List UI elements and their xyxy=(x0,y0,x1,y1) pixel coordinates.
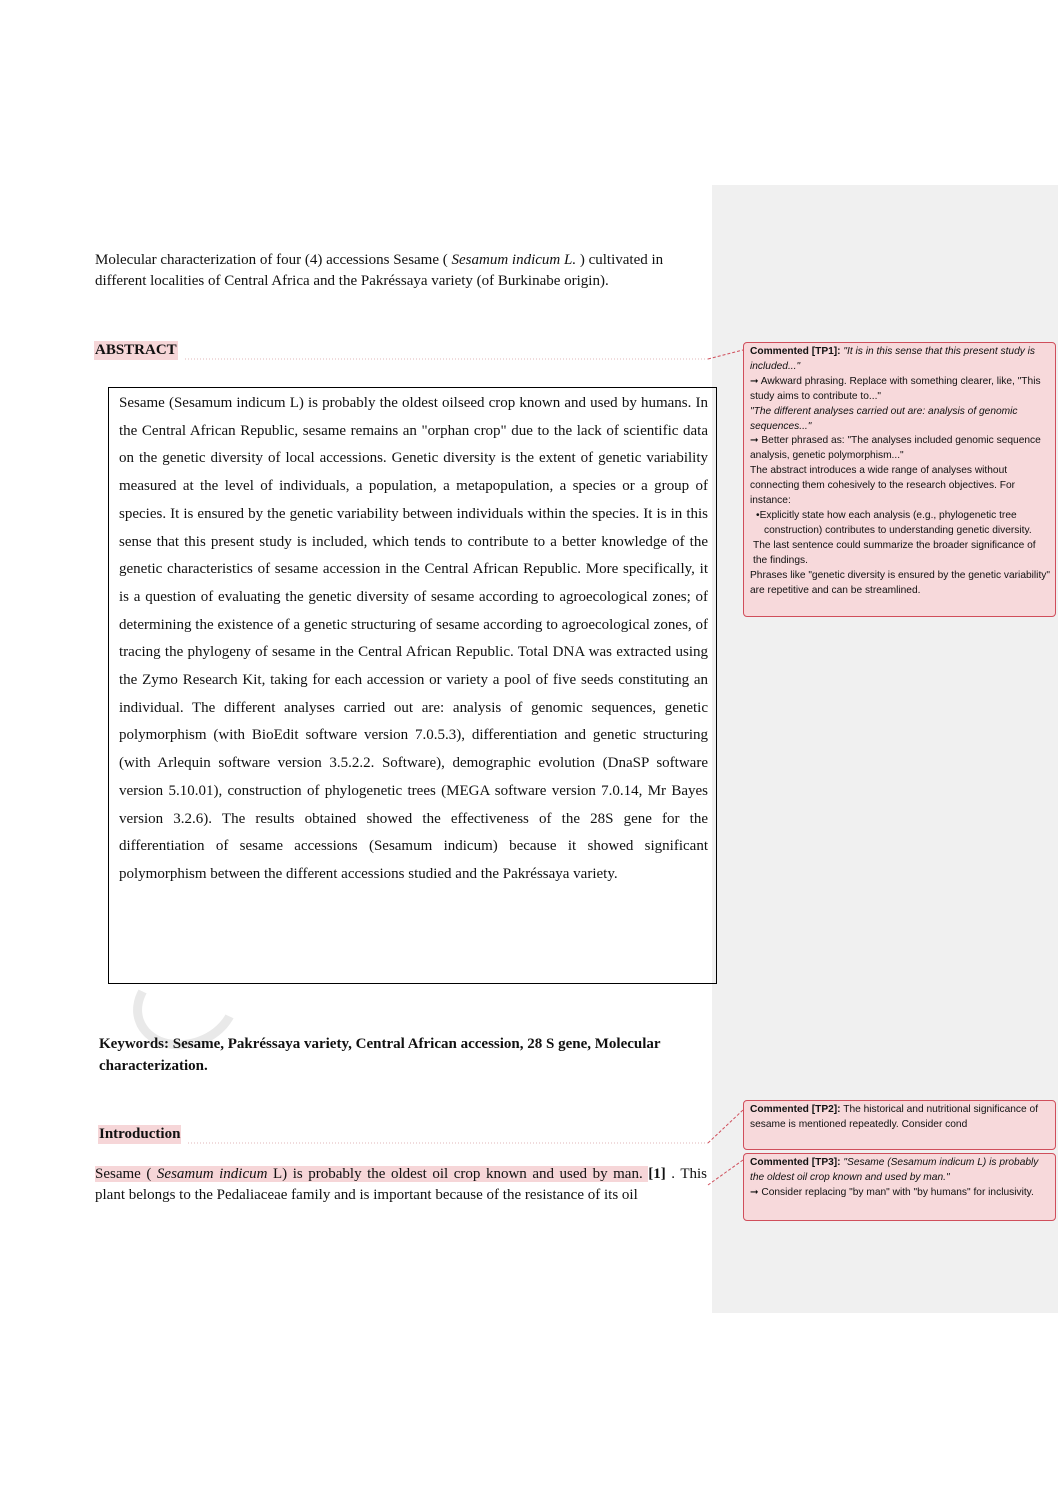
introduction-heading: Introduction xyxy=(99,1126,181,1142)
intro-text-1: Sesame ( xyxy=(95,1166,157,1182)
comment-tp2[interactable] xyxy=(743,1100,1056,1150)
abstract-heading: ABSTRACT xyxy=(95,342,177,358)
comment-quote: "It is in this sense that this present study is included..." xyxy=(750,346,1036,372)
comment-line: Phrases like "genetic diversity is ensured by the genetic variability" are repetitive and can be streamlined. xyxy=(750,569,1050,596)
comment-line: The last sentence could summarize the broader significance of the findings. xyxy=(753,539,1036,566)
comment-line: ➞ Better phrased as: "The analyses included genomic sequence analysis, genetic polymorphism..." xyxy=(750,435,1041,462)
comment-label: Commented [TP2]: xyxy=(750,1104,841,1115)
intro-text-3: . xyxy=(665,1166,676,1182)
comment-quote: "Sesame (Sesamum indicum L) is probably the oldest oil crop known and used by man." xyxy=(750,1157,1039,1183)
comment-line: ➞ Consider replacing "by man" with "by humans" for inclusivity. xyxy=(750,1186,1034,1198)
title-text-1: Molecular characterization of four (4) accessions Sesame ( xyxy=(95,252,452,268)
title-species: Sesamum indicum L. xyxy=(451,252,577,268)
title-text-2: ) cultivated in different localities of Central Africa and the Pakréssaya variety (of Burkinabe origin). xyxy=(95,252,664,289)
abstract-text: Sesame (Sesamum indicum L) is probably the oldest oilseed crop known and used by humans. In the Central African Republic, sesame remains an "orphan crop" due to the lack of scientific data on the genetic diversity of local accessions. Genetic diversity is the extent of genetic variability measured at the level of individuals, a population, a metapopulation, a species or a group of species. It is ensured by the genetic variability between individuals within the species. It is in this sense that this present study is included, which tends to contribute to a better knowledge of the genetic characteristics of sesame accession in the Central African Republic. More specifically, it is a question of evaluating the genetic diversity of sesame according to agroecological zones; of determining the existence of a genetic structuring of sesame according to agroecological zones, of tracing the phylogeny of sesame in the Central African Republic. Total DNA was extracted using the Zymo Research Kit, taking for each accession or variety a pool of five seeds constituting an individual. The different analyses carried out are: analysis of genomic sequences, genetic polymorphism (with BioEdit software version 7.0.5.3), differentiation and genetic structuring (with Arlequin software version 3.5.2.2. Software), demographic evolution (DnaSP software version 5.10.01), construction of phylogenetic trees (MEGA software version 7.0.14, Mr Bayes version 3.2.6). The results obtained showed the effectiveness of the 28S gene for the differentiation of sesame accessions (Sesamum indicum) because it showed significant polymorphism between the different accessions studied and the Pakréssaya variety. xyxy=(119,395,708,882)
document-title xyxy=(95,250,710,292)
comment-tp3[interactable] xyxy=(743,1153,1056,1221)
comment-tp1[interactable] xyxy=(743,342,1056,617)
comment-line: The historical and nutritional significance of sesame is mentioned repeatedly. Consider cond xyxy=(750,1104,1039,1130)
comment-line: The abstract introduces a wide range of analyses without connecting them cohesively to the research objectives. For instance: xyxy=(750,465,1016,507)
intro-text-4: This plant belongs to the Pedaliaceae family and is important because of the resistance of its oil xyxy=(95,1166,708,1203)
citation-ref[interactable]: [1] xyxy=(648,1166,666,1182)
intro-text-2: L) is probably the oldest oil crop known and used by man. xyxy=(267,1166,649,1182)
intro-species: Sesamum indicum xyxy=(156,1166,268,1182)
comment-bullet: •Explicitly state how each analysis (e.g., phylogenetic tree construction) contributes to understanding genetic diversity. xyxy=(756,509,1032,536)
introduction-paragraph xyxy=(95,1164,707,1206)
keywords: Keywords: Sesame, Pakréssaya variety, Central African accession, 28 S gene, Molecular characterization. xyxy=(99,1036,661,1074)
comment-label: Commented [TP1]: xyxy=(750,346,841,357)
comment-label: Commented [TP3]: xyxy=(750,1157,841,1168)
comment-line: ➞ Awkward phrasing. Replace with something clearer, like, "This study aims to contribute to..." xyxy=(750,375,1041,402)
comment-quote: "The different analyses carried out are: analysis of genomic sequences..." xyxy=(750,405,1018,432)
intro-highlight xyxy=(95,1166,648,1182)
